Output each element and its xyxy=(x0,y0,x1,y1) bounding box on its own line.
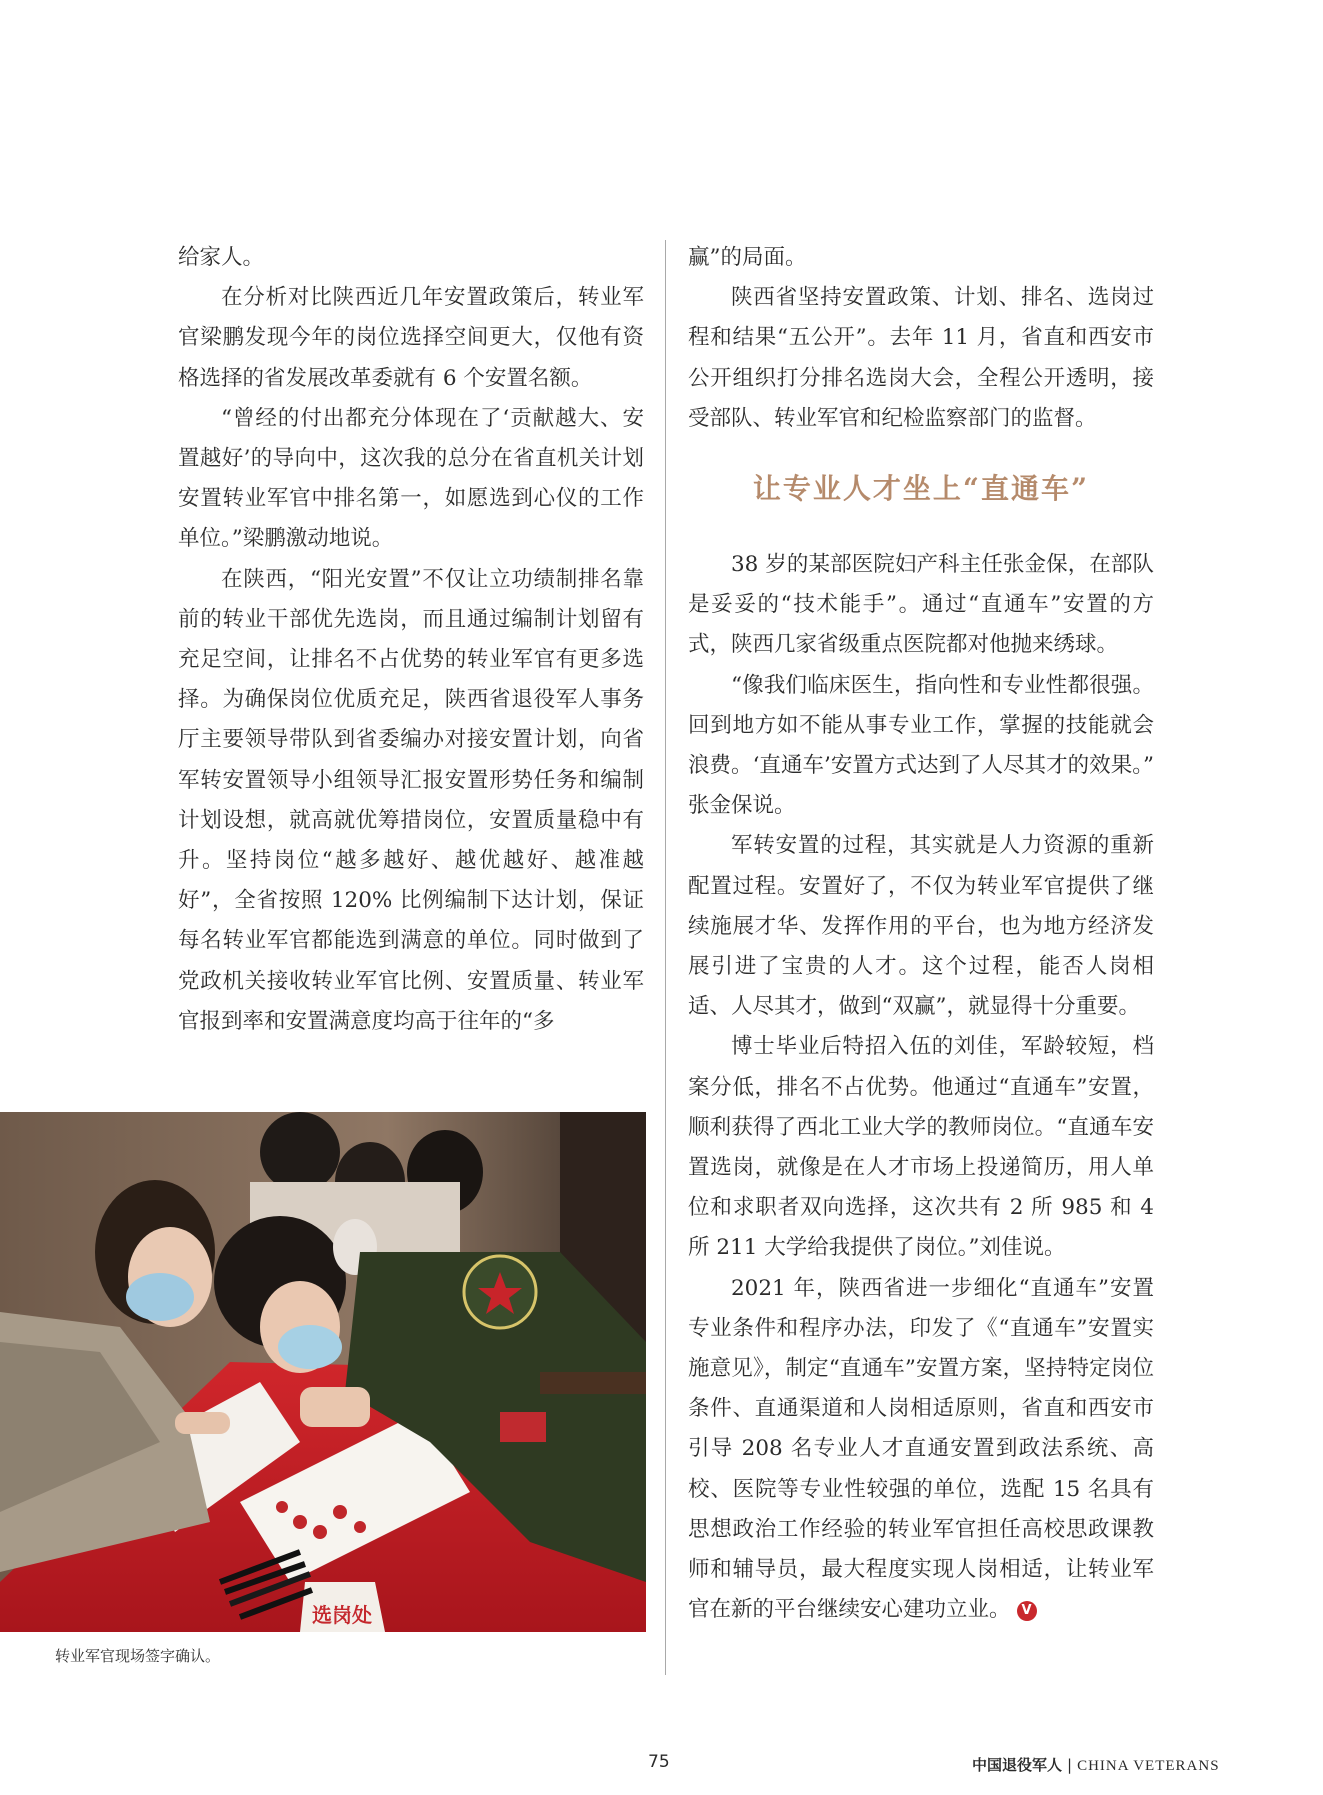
paragraph: 博士毕业后特招入伍的刘佳，军龄较短，档案分低，排名不占优势。他通过“直通车”安置，顺利获得了西北工业大学的教师岗位。“直通车安置选岗，就像是在人才市场上投递简历，用人单位和求职者双向选择，这次共有 2 所 985 和 4 所 211 大学给我提供了岗位。”刘佳说。 xyxy=(688,1034,1154,1261)
right-column xyxy=(688,238,1154,1631)
brand-chinese: 中国退役军人 xyxy=(972,1756,1063,1774)
article-photo xyxy=(0,1112,646,1632)
photo-caption: 转业军官现场签字确认。 xyxy=(55,1647,221,1665)
paragraph: 38 岁的某部医院妇产科主任张金保，在部队是妥妥的“技术能手”。通过“直通车”安置的方式，陕西几家省级重点医院都对他抛来绣球。 xyxy=(688,552,1154,658)
footer-brand xyxy=(972,1754,1220,1775)
paragraph: 军转安置的过程，其实就是人力资源的重新配置过程。安置好了，不仅为转业军官提供了继续施展才华、发挥作用的平台，也为地方经济发展引进了宝贵的人才。这个过程，能否人岗相适、人尽其才，做到“双赢”，就显得十分重要。 xyxy=(688,833,1154,1020)
column-divider xyxy=(665,240,666,1675)
paragraph: 给家人。 xyxy=(178,245,265,270)
paragraph: “曾经的付出都充分体现在了‘贡献越大、安置越好’的导向中，这次我的总分在省直机关计划安置转业军官中排名第一，如愿选到心仪的工作单位。”梁鹏激动地说。 xyxy=(178,405,644,552)
page-number: 75 xyxy=(648,1752,670,1772)
last-paragraph xyxy=(688,1269,1154,1631)
paragraph: “像我们临床医生，指向性和专业性都很强。回到地方如不能从事专业工作，掌握的技能就会浪费。‘直通车’安置方式达到了人尽其才的效果。” 张金保说。 xyxy=(688,672,1154,819)
section-subheading: 让专业人才坐上“直通车” xyxy=(752,472,1090,506)
brand-english: CHINA VETERANS xyxy=(1077,1758,1220,1774)
paragraph: 在分析对比陕西近几年安置政策后，转业军官梁鹏发现今年的岗位选择空间更大，仅他有资格选择的省发展改革委就有 6 个安置名额。 xyxy=(178,285,644,391)
sign-text: 选岗处 xyxy=(312,1603,372,1627)
paragraph: 赢”的局面。 xyxy=(688,245,807,270)
left-column xyxy=(178,238,644,1042)
paragraph: 在陕西，“阳光安置”不仅让立功绩制排名靠前的转业干部优先选岗，而且通过编制计划留有充足空间，让排名不占优势的转业军官有更多选择。为确保岗位优质充足，陕西省退役军人事务厅主要领导带队到省委编办对接安置计划，向省军转安置领导小组领导汇报安置形势任务和编制计划设想，就高就优筹措岗位，安置质量稳中有升。坚持岗位“越多越好、越优越好、越准越好”，全省按照 120% 比例编制下达计划，保证每名转业军官都能选到满意的单位。同时做到了党政机关接收转业军官比例、安置质量、转业军官报到率和安置满意度均高于往年的“多 xyxy=(178,566,644,1034)
paragraph: 陕西省坚持安置政策、计划、排名、选岗过程和结果“五公开”。去年 11 月，省直和西安市公开组织打分排名选岗大会，全程公开透明，接受部队、转业军官和纪检监察部门的监督。 xyxy=(688,285,1154,431)
article-end-icon: V xyxy=(1017,1601,1037,1621)
paragraph-text: 2021 年，陕西省进一步细化“直通车”安置专业条件和程序办法，印发了《“直通车”安置实施意见》，制定“直通车”安置方案，坚持特定岗位条件、直通渠道和人岗相适原则，省直和西安市引导 208 名专业人才直通安置到政法系统、高校、医院等专业性较强的单位，选配 15 名具有思想政治工作经验的转业军官担任高校思政课教师和辅导员，最大程度实现人岗相适，让转业军官在新的平台继续安心建功立业。 xyxy=(688,1275,1154,1623)
brand-separator: | xyxy=(1067,1756,1073,1774)
photo-illustration xyxy=(0,1112,646,1632)
